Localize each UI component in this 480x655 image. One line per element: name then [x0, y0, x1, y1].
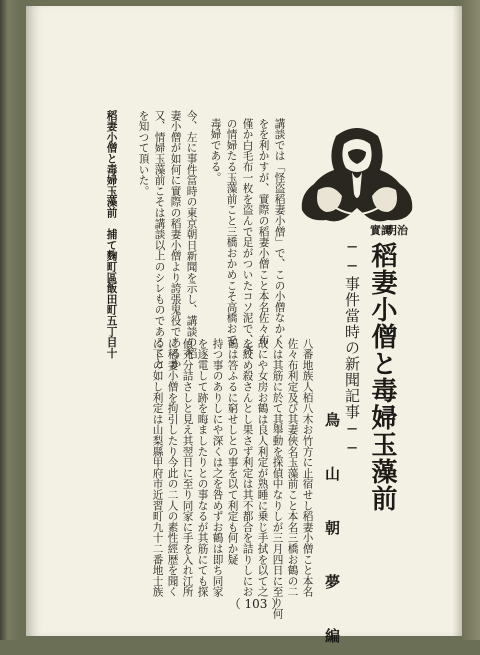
intro-line: 毒婦である。: [209, 118, 222, 183]
body-line: 偵充分詰さしと見え其翌日に至り同家に手を入れ江所: [181, 338, 194, 598]
paragraph-line: 又、情婦玉藻前こそは講談以上のシレものであること: [153, 110, 166, 370]
body-line: を逐電して跡を晦ましたりとの事なるが其筋にても探: [196, 338, 209, 598]
body-line: 鶴は答ふるに窮せしとの事を以て利定も何か疑: [226, 338, 239, 565]
page-number: （ 103 ）: [228, 597, 284, 611]
paragraph-line: を知つて頂いた。: [137, 110, 150, 197]
body-line: 故にや女房お鶴は良人利定が熟睡に乗じ手拭を以て之: [256, 338, 269, 598]
body-line: 佐々布利定及び其妻俠名玉藻前こと本名三橋お鶴の二: [286, 338, 299, 598]
intro-line: 講談では「怪盗稻妻小僧」で、この小僧なかく: [273, 118, 286, 345]
article-author: 鳥 山 朝 夢 編: [323, 412, 341, 655]
intro-line: 僅か白毛布一枚を盗んで足がついたコソ泥で、寄: [241, 118, 254, 356]
figure-illustration: [296, 124, 418, 226]
book-page: [26, 6, 462, 655]
intro-line: をを利かすが、實際の稻妻小僧こと本名佐々布: [257, 118, 270, 345]
page-edge-shadow: [452, 6, 462, 636]
body-line: に稻妻小僧を拘引したり今此の二人の素性經歴を聞く: [166, 338, 179, 598]
genre-label-1: 明治: [386, 224, 408, 237]
article-subtitle: ──事件當時の新聞記事──: [343, 238, 361, 458]
article-title: 稻妻小僧と毒婦玉藻前: [367, 242, 397, 512]
newspaper-headline: 稻妻小僧と毒婦玉藻前 捕て麴町區飯田町五丁目十: [105, 110, 118, 359]
body-line: を絞め殺さんとし果さず利定は其不都合を詰りしにお: [241, 338, 254, 598]
paragraph-line: 妻小僧が如何に實際の稻妻小僧より誇張鬼役であるか: [169, 110, 182, 370]
body-line: に下の如し利定は山梨縣甲府市近習町九十二番地士族: [151, 338, 164, 598]
paragraph-line: 今、左に事件當時の東京朝日新聞を示し、講談の稻: [185, 110, 198, 359]
intro-line: の情婦たる玉藻前こと三橋おかめこそ高橋おで: [225, 118, 238, 345]
body-line: 持つ事のありしにや深くは之を咎めずお鶴は即ち同家: [211, 338, 224, 598]
body-line: 八番地族人栢八木お竹方に止宿せし稻妻小僧こと本名: [301, 338, 314, 598]
genre-label-2: 實譚: [370, 224, 392, 237]
body-line: 人は其筋に於て其舉動を探偵中なりしが三月四日に至り何: [271, 338, 284, 619]
